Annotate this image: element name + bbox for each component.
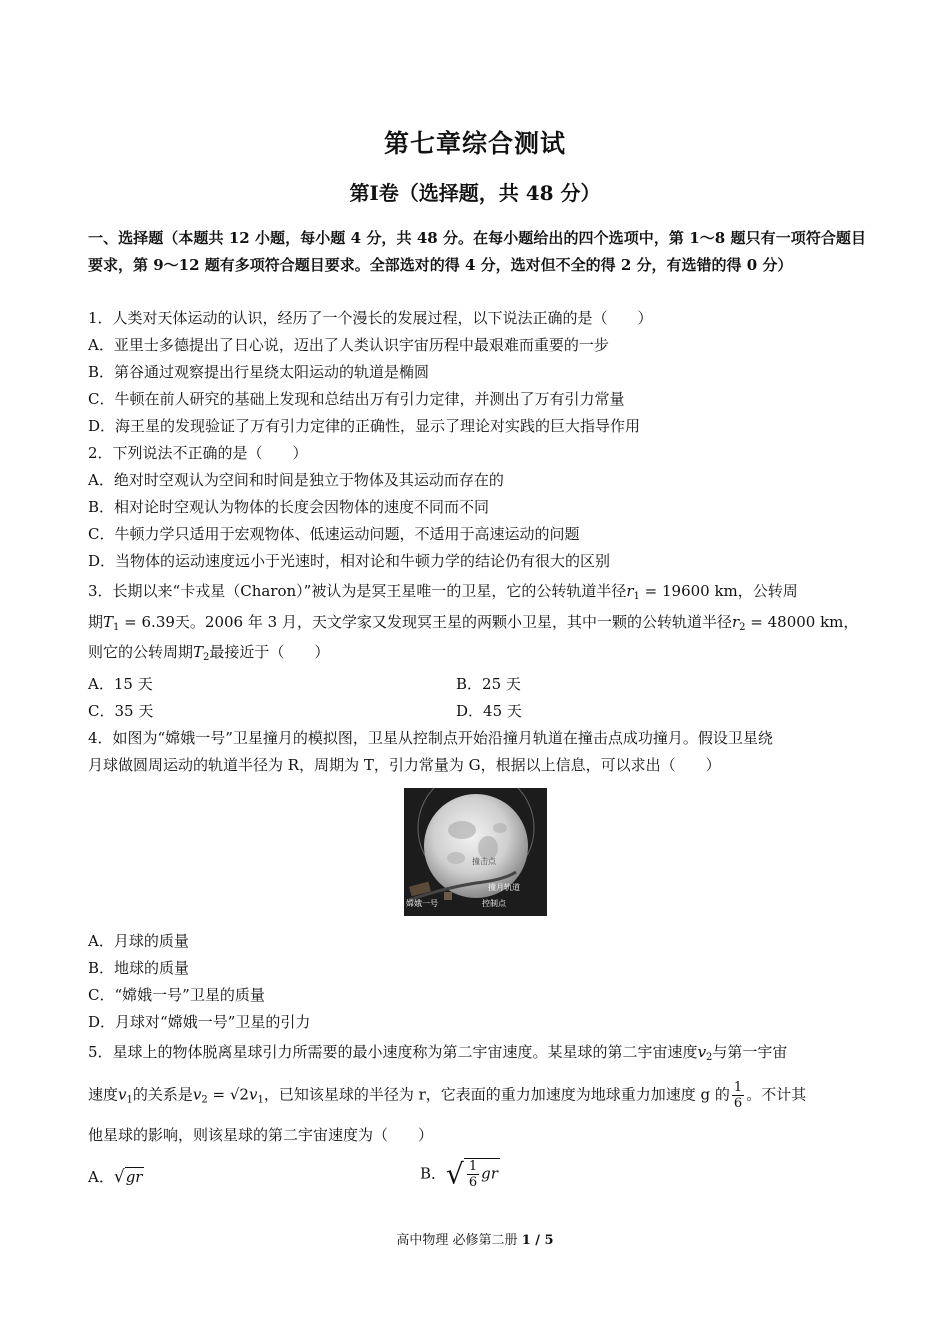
q5-option-b (420, 1158, 500, 1190)
r1-value: = 19600 km (639, 582, 738, 600)
q1-option-a: A．亚里士多德提出了日心说，迈出了人类认识宇宙历程中最艰难而重要的一步 (88, 336, 609, 354)
v2-subscript: 2 (706, 1052, 713, 1063)
one-sixth-fraction (732, 1080, 744, 1111)
q2-option-c: C．牛顿力学只适用于宏观物体、低速运动问题，不适用于高速运动的问题 (88, 525, 580, 543)
q3-line-1 (88, 580, 868, 608)
q4-option-d: D．月球对“嫦娥一号”卫星的引力 (88, 1013, 311, 1031)
footer-subject: 高中物理 必修第二册 (396, 1233, 518, 1248)
q3-text: 天。2006 年 3 月，天文学家又发现冥王星的两颗小卫星，其中一颗的公转轨道半径 (174, 613, 732, 631)
q3-text: ， (843, 613, 859, 631)
sqrt-icon: √ (446, 1157, 464, 1191)
sqrt-icon: √ (113, 1167, 125, 1187)
q1-option-b: B．第谷通过观察提出行星绕太阳运动的轨道是椭圆 (88, 363, 430, 381)
q4-option-a: A．月球的质量 (88, 932, 189, 950)
q3-line-3 (88, 641, 868, 669)
q4-line-1: 4．如图为“嫦娥一号”卫星撞月的模拟图，卫星从控制点开始沿撞月轨道在撞击点成功撞月。假设卫星绕 (88, 729, 773, 747)
q5-line-2 (88, 1080, 868, 1112)
t2-subscript: 2 (203, 652, 210, 663)
r1-subscript: 1 (633, 591, 640, 602)
option-b-radicand (464, 1158, 500, 1190)
control-point-label: 控制点 (482, 899, 506, 908)
v1-symbol: v (118, 1085, 127, 1104)
q5-option-a (88, 1166, 144, 1188)
t2-symbol: T (193, 643, 204, 661)
q5-text: 的关系是 (132, 1085, 193, 1104)
q2-option-b: B．相对论时空观认为物体的长度会因物体的速度不同而不同 (88, 498, 490, 516)
t1-value: = 6.39 (119, 613, 175, 631)
eq-v1-subscript: 1 (257, 1094, 264, 1106)
q3-text: 则它的公转周期 (88, 643, 194, 661)
eq-sqrt-two: = √2 (207, 1085, 249, 1104)
probe-label: 嫦娥一号 (406, 899, 438, 908)
q3-text: ，公转周 (737, 582, 798, 600)
option-a-label: A． (88, 1168, 114, 1186)
q3-text: 最接近于（ ） (209, 643, 330, 661)
q4-option-c: C．“嫦娥一号”卫星的质量 (88, 986, 265, 1004)
v1-subscript: 1 (126, 1094, 133, 1106)
q1-option-d: D．海王星的发现验证了万有引力定律的正确性，显示了理论对实践的巨大指导作用 (88, 417, 641, 435)
r1-symbol: r (626, 582, 634, 600)
t1-symbol: T (103, 613, 114, 631)
option-b-expr: gr (481, 1164, 498, 1183)
q5-text: 速度 (88, 1085, 119, 1104)
q2-option-a: A．绝对时空观认为空间和时间是独立于物体及其运动而存在的 (88, 471, 504, 489)
option-b-denominator: 6 (468, 1175, 478, 1190)
section-subtitle: 第Ⅰ卷（选择题，共 48 分） (349, 181, 601, 205)
t1-subscript: 1 (113, 622, 120, 633)
page-footer (0, 1229, 950, 1248)
q4-option-b: B．地球的质量 (88, 959, 190, 977)
q2-option-d: D．当物体的运动速度远小于光速时，相对论和牛顿力学的结论仍有很大的区别 (88, 552, 611, 570)
q5-line-3: 他星球的影响，则该星球的第二宇宙速度为（ ） (88, 1126, 434, 1144)
eq-v2-subscript: 2 (201, 1094, 208, 1106)
q3-option-b: B．25 天 (456, 675, 521, 693)
option-b-numerator: 1 (468, 1159, 478, 1174)
q3-option-d: D．45 天 (456, 702, 522, 720)
r2-value: = 48000 km (745, 613, 844, 631)
moon-impact-figure (404, 788, 547, 916)
q5-text: 。不计其 (746, 1085, 807, 1104)
r2-symbol: r (731, 613, 740, 631)
q5-text: 与第一宇宙 (712, 1043, 788, 1061)
q1-stem: 1．人类对天体运动的认识，经历了一个漫长的发展过程，以下说法正确的是（ ） (88, 309, 653, 327)
q4-line-2: 月球做圆周运动的轨道半径为 R，周期为 T，引力常量为 G，根据以上信息，可以求出（ ） (88, 756, 721, 774)
option-a-expr: gr (125, 1168, 143, 1186)
q3-option-c: C．35 天 (88, 702, 154, 720)
page-title: 第七章综合测试 (383, 129, 566, 158)
footer-page-number: 1 / 5 (521, 1233, 554, 1248)
q5-text: 5．星球上的物体脱离星球引力所需要的最小速度称为第二宇宙速度。某星球的第二宇宙速度 (88, 1043, 698, 1061)
q5-line-1 (88, 1041, 868, 1069)
orbit-label: 撞月轨道 (488, 883, 520, 892)
option-b-label: B． (420, 1164, 447, 1183)
q3-line-2 (88, 611, 868, 639)
q2-stem: 2．下列说法不正确的是（ ） (88, 444, 308, 462)
q3-text: 期 (88, 613, 104, 631)
fraction-denominator: 6 (733, 1096, 743, 1111)
moon-figure-svg (404, 788, 547, 916)
eq-v1-symbol: v (248, 1085, 258, 1104)
section-instructions: 一、选择题（本题共 12 小题，每小题 4 分，共 48 分。在每小题给出的四个选项中，第 1～8 题只有一项符合题目要求，第 9～12 题有多项符合题目要求。全部选对的得 4 分，选对但不全的得 2 分，有选错的得 0 分） (88, 229, 866, 274)
r2-subscript: 2 (739, 622, 746, 633)
fraction-numerator: 1 (733, 1080, 743, 1095)
option-b-fraction (467, 1159, 479, 1190)
q3-text: 3．长期以来“卡戎星（Charon）”被认为是冥王星唯一的卫星，它的公转轨道半径 (88, 582, 627, 600)
q3-option-a: A．15 天 (88, 675, 153, 693)
v2-symbol: v (697, 1043, 707, 1061)
q5-text: ，已知该星球的半径为 r，它表面的重力加速度为地球重力加速度 g 的 (263, 1085, 730, 1104)
probe-body (444, 892, 452, 900)
impact-label: 撞击点 (472, 857, 496, 866)
eq-v2-symbol: v (192, 1085, 202, 1104)
q1-option-c: C．牛顿在前人研究的基础上发现和总结出万有引力定律，并测出了万有引力常量 (88, 390, 625, 408)
